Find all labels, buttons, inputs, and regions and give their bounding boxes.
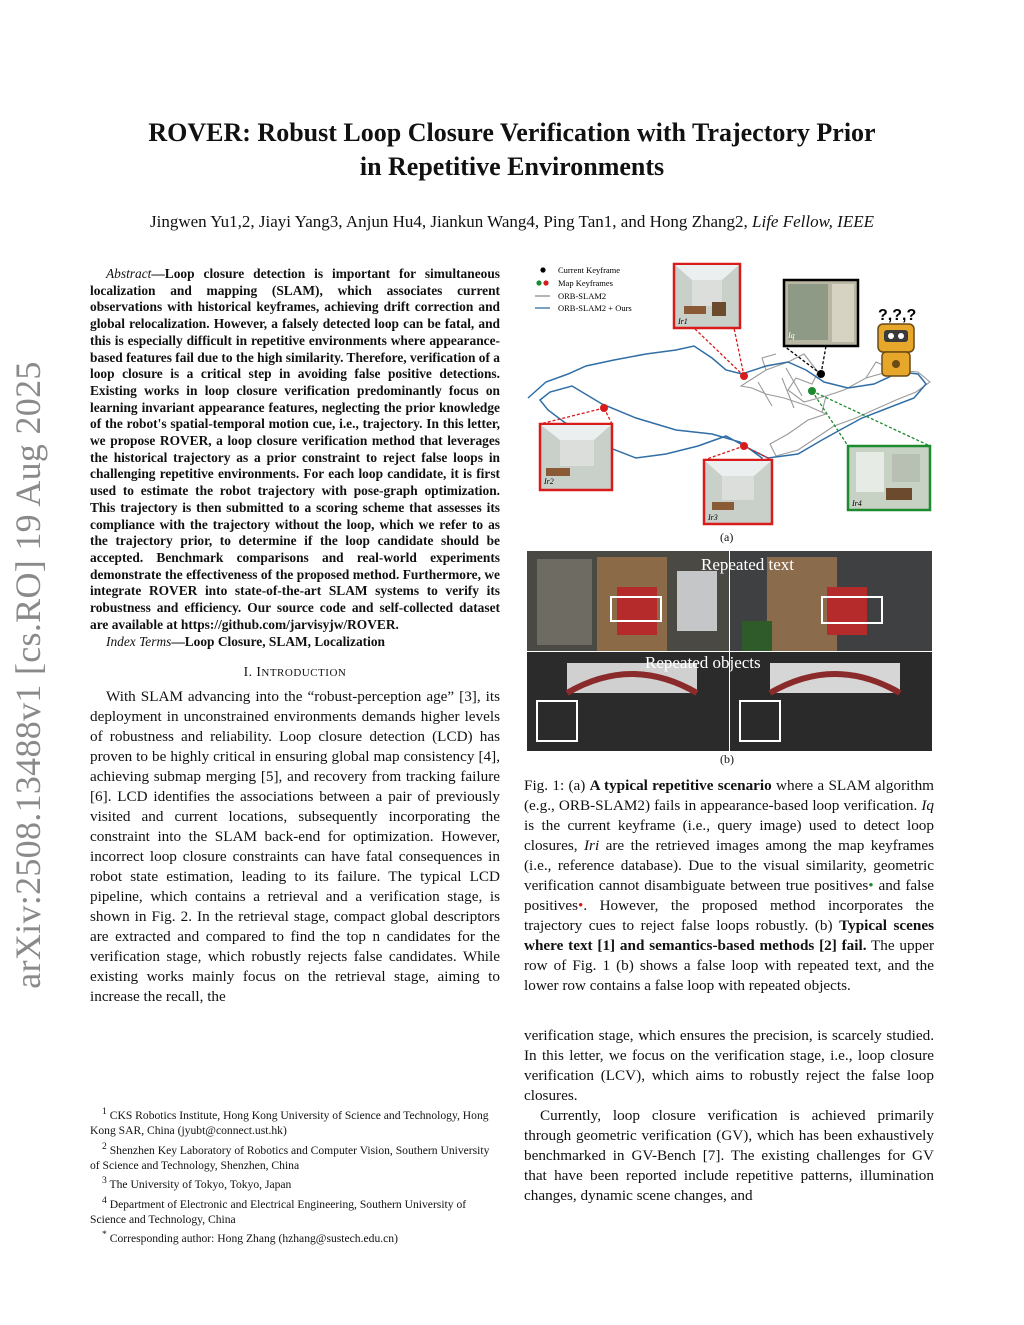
svg-text:Ir4: Ir4 xyxy=(852,499,862,508)
legend-map-keyframes: Map Keyframes xyxy=(558,278,613,288)
legend-current-keyframe-icon xyxy=(540,267,545,272)
title-line-1: ROVER: Robust Loop Closure Verification with Trajectory Prior xyxy=(148,118,876,147)
footnote: $^4$ Department of Electronic and Electrical Engineering, Southern University of Science and Technology, China xyxy=(90,1194,467,1226)
svg-text:Ir3: Ir3 xyxy=(708,513,718,522)
repeated-text-label: Repeated text xyxy=(701,555,794,574)
abstract xyxy=(90,266,500,633)
footnote: * Corresponding author: Hong Zhang (hzhang@sustech.edu.cn) xyxy=(102,1229,398,1246)
body-paragraph: verification stage, which ensures the precision, is scarcely studied. In this letter, we focus on the verification stage, i.e., loop closure verification (LCV), which aims to robustly reject the false loop closures. xyxy=(524,1027,934,1104)
legend-orbslam2: ORB-SLAM2 xyxy=(558,291,607,301)
fellow-title: Life Fellow, IEEE xyxy=(752,212,874,231)
confused-robot-icon xyxy=(878,307,916,376)
title-line-2: in Repetitive Environments xyxy=(359,152,665,181)
paper-title xyxy=(60,116,964,184)
body-paragraph: Currently, loop closure verification is achieved primarily through geometric verification (GV), which has been exhaustively benchmarked in GV-Bench [7]. The existing challenges for GV that have been reported include repetitive patterns, illumination changes, dynamic scene changes, and xyxy=(524,1107,934,1204)
author-names: Jingwen Yu1,2, Jiayi Yang3, Anjun Hu4, Jiankun Wang4, Ping Tan1, and Hong Zhang2, xyxy=(150,212,753,231)
figure-caption: Fig. 1: (a) A typical repetitive scenario where a SLAM algorithm (e.g., ORB-SLAM2) fails in appearance-based loop verification. Iq is the current keyframe (i.e., query image) used to detect loop closures, Iri are the retrieved images among the map keyframes (i.e., reference database). Due to the visual similarity, geometric verification cannot disambiguate between true positives• and false positives•. However, the proposed method incorporates the trajectory cues to reject false loops robustly. (b) Typical scenes where text [1] and semantics-based methods [2] fail. The upper row of Fig. 1 (b) shows a false loop with repeated text, and the lower row contains a false loop with repeated objects. xyxy=(524,777,935,994)
image-ir2 xyxy=(540,424,612,490)
repeated-objects-label: Repeated objects xyxy=(645,653,761,672)
footnote: $^1$ CKS Robotics Institute, Hong Kong University of Science and Technology, Hong Kong SAR, China (jyubt@connect.ust.hk) xyxy=(90,1106,489,1138)
author-list xyxy=(60,210,964,234)
footnotes xyxy=(90,1104,500,1247)
legend-map-keyframe-green-icon xyxy=(536,280,541,285)
figure-1b-repeated-scenes xyxy=(527,551,932,751)
intro-paragraph: With SLAM advancing into the “robust-perception age” [3], its deployment in unconstrained environments demands higher levels of robustness and reliability. Loop closure detection (LCD) has proven to be highly critical in ensuring global map consistency [4], achieving submap merging [5], and recovery from tracking failure [6]. LCD identifies the associations between a pair of previously visited and current locations, subsequently incorporating the constraint into the SLAM back-end for optimization. However, incorrect loop closure constraints can have fatal consequences in robot state estimation, leading to its failure. The typical LCD pipeline, which contains a retrieval and a verification stage, is shown in Fig. 2. In the retrieval stage, compact global descriptors are extracted and compared to find the top n candidates for the verification stage, which robustly rejects false candidates. While existing works mainly focus on the retrieval stage, aiming to increase the recall, the xyxy=(90,688,500,1006)
section-heading-introduction: I. INTRODUCTION xyxy=(243,664,347,680)
index-terms-label: Index Terms xyxy=(106,634,172,650)
arxiv-stamp: arXiv:2508.13488v1 [cs.RO] 19 Aug 2025 xyxy=(8,361,48,989)
svg-text:Iq: Iq xyxy=(788,331,795,340)
image-ir3 xyxy=(704,460,772,524)
image-ir1 xyxy=(674,264,740,328)
legend-map-keyframe-red-icon xyxy=(543,280,548,285)
left-column xyxy=(90,266,500,1007)
footnote: $^2$ Shenzhen Key Laboratory of Robotics and Computer Vision, Southern University of Science and Technology, Shenzhen, China xyxy=(90,1140,490,1172)
index-terms-text: —Loop Closure, SLAM, Localization xyxy=(171,634,385,650)
svg-text:Ir1: Ir1 xyxy=(678,317,688,326)
index-terms xyxy=(90,633,500,650)
right-column xyxy=(524,776,934,1206)
subfigure-label-b: (b) xyxy=(720,752,734,766)
subfigure-label-a: (a) xyxy=(720,530,734,544)
footnote: $^3$ The University of Tokyo, Tokyo, Japan xyxy=(102,1175,292,1192)
figure-legend xyxy=(535,265,632,313)
abstract-label: Abstract xyxy=(106,266,152,281)
abstract-text: —Loop closure detection is important for simultaneous localization and mapping (SLAM), which associates current observations with historical keyframes, achieving drift correction and global relocalization. However, a falsely detected loop can be fatal, and this is especially difficult in repetitive environments where appearance-based features fail due to the high similarity. Therefore, verification of a loop closure is a critical step in avoiding false positive detections. Existing works in loop closure verification predominantly focus on learning invariant appearance features, neglecting the prior knowledge of the robot's spatial-temporal motion cue, i.e., trajectory. In this letter, we propose ROVER, a loop closure verification method that leverages the historical trajectory as a prior constraint to reject false loops in challenging repetitive environments. For each loop candidate, it is first used to estimate the robot trajectory with pose-graph optimization. This trajectory is then submitted to a scoring scheme that assesses its compliance with the trajectory without the loop, which we refer to as the trajectory prior, to determine if the loop candidate should be accepted. Benchmark comparisons and real-world experiments demonstrate the effectiveness of the proposed method. Furthermore, we integrate ROVER into state-of-the-art SLAM systems to verify its robustness and efficiency. Our source code and self-collected dataset are available at https://github.com/jarvisyjw/ROVER. xyxy=(90,266,500,632)
image-ir4 xyxy=(848,446,930,510)
legend-current-keyframe: Current Keyframe xyxy=(558,265,621,275)
image-iq xyxy=(784,280,858,346)
svg-text:Ir2: Ir2 xyxy=(544,477,554,486)
figure-1a-trajectory-map xyxy=(526,258,938,538)
svg-text:?,?,?: ?,?,? xyxy=(878,307,917,324)
legend-orbslam2-ours: ORB-SLAM2 + Ours xyxy=(558,303,632,313)
